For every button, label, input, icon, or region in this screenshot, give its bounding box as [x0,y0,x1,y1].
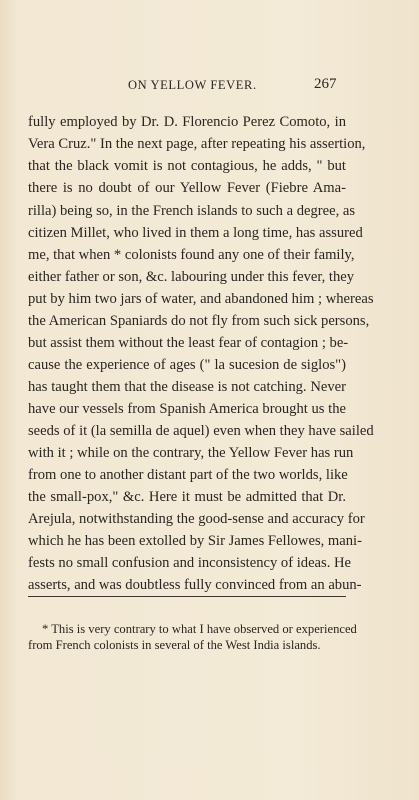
page-header [0,78,419,98]
body-line: asserts, and was doubtless fully convinced from an abun- [28,577,362,593]
body-line: from one to another distant part of the two worlds, like [28,467,348,483]
body-line: that the black vomit is not contagious, he adds, " but [28,158,346,174]
body-line: rilla) being so, in the French islands to such a degree, as [28,203,356,219]
body-line: have our vessels from Spanish America brought us the [28,401,346,417]
body-line: me, that when * colonists found any one of their family, [28,247,355,263]
body-line: Vera Cruz." In the next page, after repeating his assertion, [28,136,366,152]
body-line: either father or son, &c. labouring under this fever, they [28,269,355,285]
running-head: ON YELLOW FEVER. [128,78,257,92]
body-line: with it ; while on the contrary, the Yellow Fever has run [28,445,354,461]
body-line: cause the experience of ages (" la sucesion de siglos") [28,357,346,373]
body-line: but assist them without the least fear of contagion ; be- [28,335,349,351]
body-line: put by him two jars of water, and abandoned him ; whereas [28,291,374,307]
body-line: there is no doubt of our Yellow Fever (Fiebre Ama- [28,180,346,196]
footnote-rule [28,596,346,597]
body-line: Arejula, notwithstanding the good-sense and accuracy for [28,511,365,527]
body-line: fests no small confusion and inconsistency of ideas. He [28,555,352,571]
footnote-line: * This is very contrary to what I have observed or experienced [42,622,357,636]
body-line: the small-pox," &c. Here it must be admitted that Dr. [28,489,346,505]
body-line: fully employed by Dr. D. Florencio Perez Comoto, in [28,114,346,130]
body-line: has taught them that the disease is not catching. Never [28,379,346,395]
body-line: which he has been extolled by Sir James Fellowes, mani- [28,533,362,549]
page-number: 267 [314,76,337,92]
body-line: the American Spaniards do not fly from such sick persons, [28,313,370,329]
body-line: seeds of it (la semilla de aquel) even when they have sailed [28,423,374,439]
footnote-line: from French colonists in several of the West India islands. [28,638,321,652]
body-line: citizen Millet, who lived in them a long time, has assured [28,225,363,241]
